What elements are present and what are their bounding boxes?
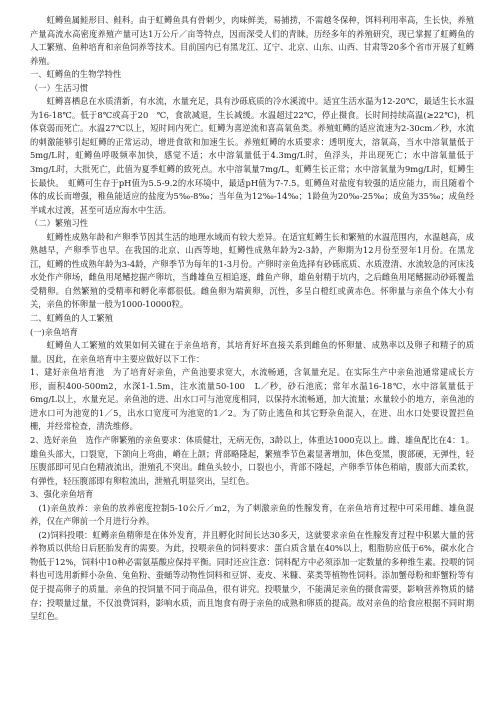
section-heading: 一、虹鳟鱼的生物学特性 — [30, 69, 122, 80]
body-paragraph: 2、选好亲鱼 选作产卵繁殖的亲鱼要求：体质健壮，无病无伤，3龄以上，体重达1000克以上。雌、雄鱼配比在4：1。雄鱼头部大，口裂宽，下颌向上弯曲，嵴在上颌；背部略隆起，繁殖季节色素显著增加，体色变黑，腹部硬，无弹性，轻压腹部即可见白色精液流出，泄殖孔不突出。雌鱼头较小，口裂也小，背部不隆起，产卵季节体色稍暗，腹部大而柔软，有弹性，轻压腹部即有卵粒流出，泄殖孔明显突出，呈红色。 — [30, 434, 474, 486]
section-heading: （一）生活习惯 — [30, 82, 89, 93]
body-paragraph: (1)亲鱼放养：亲鱼的放养密度控制5-10公斤／m2，为了刺激亲鱼的性腺发育，在亲鱼培育过程中可采用雌、雄鱼混养，仅在产卵前一个月进行分养。 — [30, 502, 474, 527]
body-paragraph: 虹鳟鱼人工繁殖的效果如何关键在于亲鱼培育，其培育好坏直接关系到雌鱼的怀卵量、成熟率以及卵子和精子的质量。因此，在亲鱼培育中主要应做好以下工作： — [30, 340, 474, 364]
section-heading: 二、虹鳟鱼的人工繁殖 — [30, 313, 113, 324]
body-paragraph: 虹鳟性成熟年龄和产卵季节因其生活的地理水域而有较大差异。在适宜虹鳟生长和繁殖的水温范围内，水温越高，成熟越早，产卵季节也早。在我国的北京、山西等地，虹鳟性成熟年龄为2-3龄，产卵期为12月份至翌年1月份。在黑龙江，虹鳟的性成熟年龄为3-4龄，产卵季节为每年的1-3月份。产卵时亲鱼选择有砂砾底质、水质澄清、水流较急的河床浅水处作产卵场，雌鱼用尾鳍挖掘产卵坑，当雌雄鱼互相追逐，雌鱼产卵，雄鱼射精于坑内，之后雌鱼用尾鳍掘动砂砾覆盖受精卵。自然繁殖的受精率和孵化率都很低。雌鱼卵为端黄卵，沉性，多呈白橙红或黄赤色。怀卵量与亲鱼个体大小有关，亲鱼的怀卵量一般为1000-10000粒。 — [30, 231, 474, 310]
body-paragraph: 虹鳟喜栖息在水质清新，有水流，水量充足，具有沙砾底质的冷水溪流中。适宜生活水温为12-20℃，最适生长水温为16-18℃。低于8℃或高于20 ℃，食欲减退，生长减缓。水温超过22℃，停止摄食。长时间持续高温(≥22℃)，机体衰弱而死亡。水温27℃以上，短时间内死亡。虹鳟为喜逆流和喜高氧鱼类。养殖虹鳟的适应流速为2-30cm／秒，水流的刺激能够引起虹鳟的正常运动，增进食欲和加速生长。养殖虹鳟的水质要求：透明度大，溶氧高，当水中溶氧量低于5mg/L时，虹鳟鱼呼吸频率加快，感觉不适；水中溶氧量低于4.3mg/L时，鱼浮头，并出现死亡；水中溶氧量低于3mg/L时，大批死亡，此值为夏季虹鳟的致死点。水中溶氧量7mg/L，虹鳟生长正常；水中溶氧量为9mg/L时，虹鳟生长最快。 虹鳟可生存于pH值为5.5-9.2的水环境中，最适pH值为7-7.5。虹鳟鱼对盐度有较强的适应能力，而且随着个体的成长而增强，稚鱼能适应的盐度为5‰-8‰；当年鱼为12‰-14‰；1龄鱼为20‰-25‰；成鱼为35‰；成鱼经半咸水过渡，甚至可适应海水中生活。 — [30, 96, 474, 215]
body-paragraph: 3、强化亲鱼培育 — [30, 489, 94, 500]
section-heading: （二）繁殖习性 — [30, 218, 89, 229]
body-paragraph: 1、建好亲鱼培育池 为了培育好亲鱼，产鱼池要求宽大，水流畅通，含氧量充足。在实际生产中亲鱼池通常建成长方形，面积400-500m2，水深1-1.5m，注水流量50-100 L／秒，砂石池底；常年水温16-18℃，水中溶氧量低于6mg/L以上，水量充足。亲鱼池的进、出水口可与池宽度相同，以保持水流畅通，加大流量；水量较小的地方，亲鱼池的进水口可为池宽的1／5，出水口宽度可为池宽的1／2。为了防止逃鱼和其它野杂鱼混入，在进、出水口处要设置拦鱼栅，并经常检查，清洗维修。 — [30, 367, 474, 432]
body-paragraph: (2)饲料投喂：虹鳟亲鱼精卵是在体外发育，并且孵化时间长达30多天，这就要求亲鱼在性腺发育过程中积累大量的营养物质以供给日后胚胎发育的需要。为此，投喂亲鱼的饲料要求：蛋白质含量在40%以上，粗脂肪应低于6%，碳水化合物低于12%，饲料中10种必需氨基酸应保持平衡。同时还应注意：饲料配方中必须添加一定数量的多种维生素。投喂的饲料也可选用新鲜小杂鱼、兔鱼粉、蚕蛹等动物性饲料和豆饼、麦皮、米糠、菜类等植物性饲料。添加蟹母粉和虾蟹粉等有促于提高卵子的质量。亲鱼的投饲量不同于商品鱼，很有讲究。投喂量少，不能满足亲鱼的摄食需要，影响营养物质的储存；投喂量过量，不仅浪费饲料，影响水质，而且饱食有碍于亲鱼的成熟和卵质的提高。故对亲鱼的给食应根据不同时期呈红色。 — [30, 529, 474, 622]
body-paragraph: 虹鳟鱼属鲑形目、鲑科。由于虹鳟鱼具有骨刺少，肉味鲜美，易捕捞，不需越冬保种，饵料利用率高，生长快，养殖产量高流水高密度养殖产量可达1万公斤／亩等特点，因而深受人们的青睐。历经多年的养殖研究，现已掌握了虹鳟鱼的人工繁殖、鱼种培育和亲鱼饲养等技术。目前国内已有黑龙江、辽宁、北京、山东、山西、甘肃等20多个省市开展了虹鳟养殖。 — [30, 15, 474, 66]
section-heading: (一)亲鱼培育 — [30, 326, 78, 337]
